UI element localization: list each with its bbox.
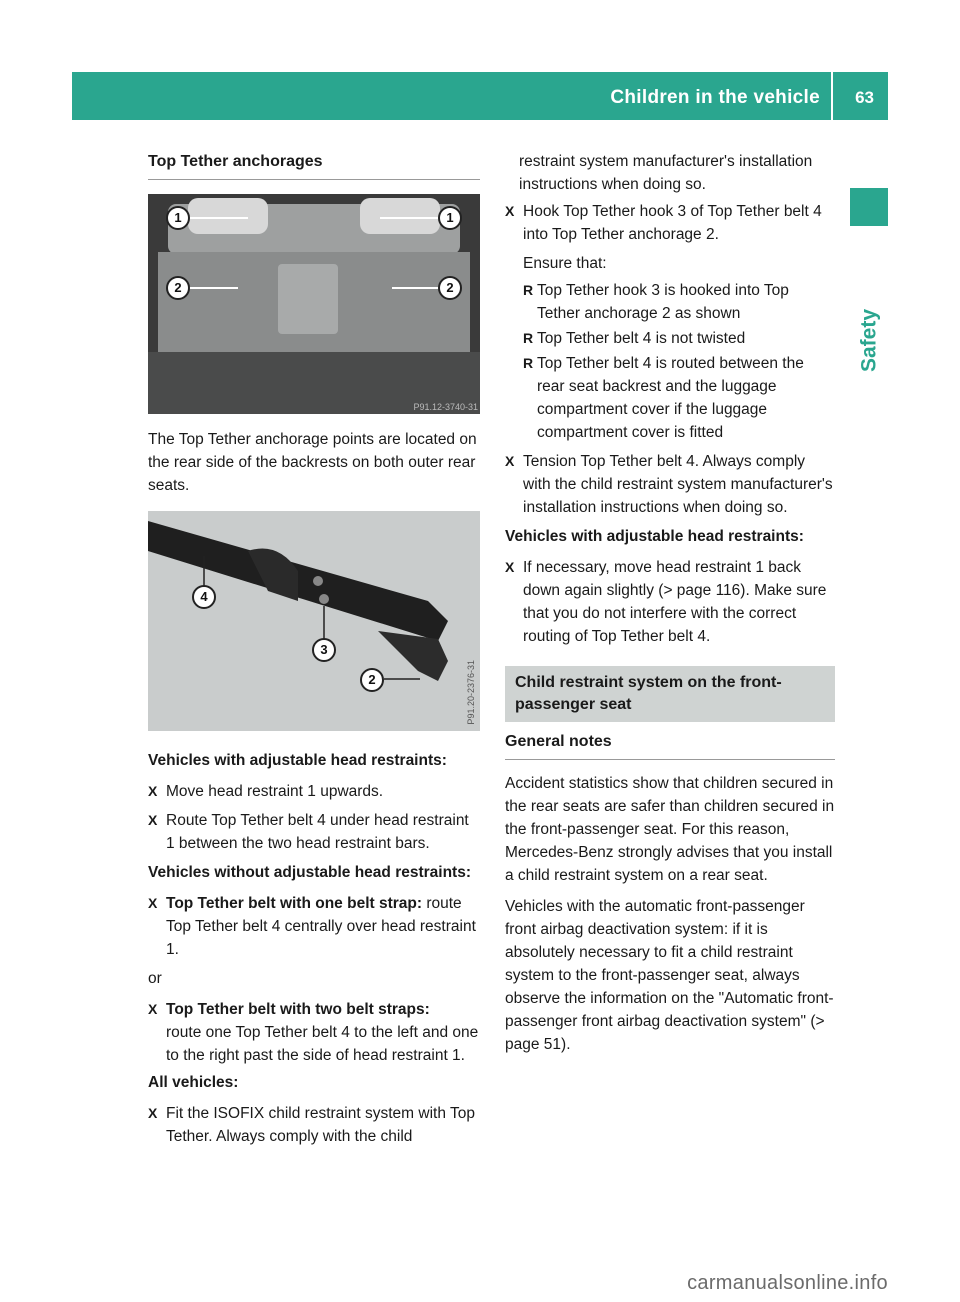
step-two-straps-label-text: Top Tether belt with two belt straps: [166, 1001, 430, 1018]
step-one-strap [148, 892, 480, 961]
airbag-paragraph: Vehicles with the automatic front-passenger front airbag deactivation system: if it is absolutely necessary to fit a child restraint system to the front-passenger seat, always observe the information on the "Automatic front-passenger front airbag deactivation system" (> page 51). [505, 898, 834, 1053]
figure-luggage-compartment [148, 194, 480, 414]
callout-1-left: 1 [166, 206, 190, 230]
callout-2-right: 2 [438, 276, 462, 300]
section-tab-label: Safety [857, 308, 881, 372]
callout-1-right: 1 [438, 206, 462, 230]
tether-belt-illustration [148, 511, 480, 731]
right-column [505, 150, 835, 1064]
callout-3: 3 [312, 638, 336, 662]
footer-watermark: carmanualsonline.info [687, 1272, 888, 1294]
check-item: R Top Tether hook 3 is hooked into Top Tether anchorage 2 as shown [505, 279, 835, 325]
continued-text: restraint system manufacturer's installation instructions when doing so. [519, 153, 813, 193]
section-heading: Top Tether anchorages [148, 153, 323, 170]
heading-rule [505, 759, 835, 760]
heading-rule [148, 179, 480, 180]
figure-code: P91.12-3740-31 [413, 402, 478, 412]
step-move-head-restraint: X Move head restraint 1 upwards. [148, 780, 480, 803]
step-one-strap-text: route Top Tether belt 4 centrally over head restraint 1. [166, 895, 476, 958]
subheading-adjustable-right: Vehicles with adjustable head restraints: [505, 528, 804, 545]
header-bar [72, 72, 888, 120]
check-item: R Top Tether belt 4 is not twisted [505, 327, 835, 350]
step-move-back-down: X If necessary, move head restraint 1 back down again slightly (> page 116). Make sure that you do not interfere with the correct routing of Top Tether belt 4. [505, 556, 835, 648]
callout-2-left: 2 [166, 276, 190, 300]
subheading-adjustable: Vehicles with adjustable head restraints: [148, 752, 447, 769]
figure-top-tether-belt [148, 511, 480, 731]
or-text: or [148, 970, 162, 987]
chapter-title: Children in the vehicle [610, 87, 820, 108]
step-route-belt: X Route Top Tether belt 4 under head restraint 1 between the two head restraint bars. [148, 809, 480, 855]
figure-code: P91.20-2376-31 [466, 660, 476, 725]
step-two-straps-label [148, 998, 480, 1021]
header-divider [831, 72, 833, 120]
check-item: R Top Tether belt 4 is routed between the rear seat backrest and the luggage compartment cover if the luggage compartment cover is fitted [505, 352, 835, 444]
ensure-text: Ensure that: [523, 255, 607, 272]
step-two-straps-text: route one Top Tether belt 4 to the left and one to the right past the side of head restraint 1. [166, 1024, 479, 1064]
section-box-front-passenger: Child restraint system on the front-passenger seat [505, 666, 835, 722]
left-column [148, 150, 480, 1154]
subheading-non-adjustable: Vehicles without adjustable head restraints: [148, 864, 472, 881]
step-tension-belt: X Tension Top Tether belt 4. Always comply with the child restraint system manufacturer's installation instructions when doing so. [505, 450, 835, 519]
luggage-compartment-illustration [148, 194, 480, 414]
subheading-all-vehicles: All vehicles: [148, 1074, 239, 1091]
section-tab-block [850, 188, 888, 226]
intro-paragraph: The Top Tether anchorage points are located on the rear side of the backrests on both outer rear seats. [148, 431, 477, 494]
general-notes-heading: General notes [505, 733, 612, 750]
accident-paragraph: Accident statistics show that children secured in the rear seats are safer than children secured in the front-passenger seat. For this reason, Mercedes-Benz strongly advises that you install a child restraint system on a rear seat. [505, 775, 835, 884]
callout-2: 2 [360, 668, 384, 692]
callout-4: 4 [192, 585, 216, 609]
step-one-strap-label: Top Tether belt with one belt strap: [166, 895, 423, 912]
step-hook-tether: X Hook Top Tether hook 3 of Top Tether belt 4 into Top Tether anchorage 2. [505, 200, 835, 246]
step-fit-isofix: X Fit the ISOFIX child restraint system with Top Tether. Always comply with the child [148, 1102, 480, 1148]
page-number: 63 [855, 88, 874, 107]
